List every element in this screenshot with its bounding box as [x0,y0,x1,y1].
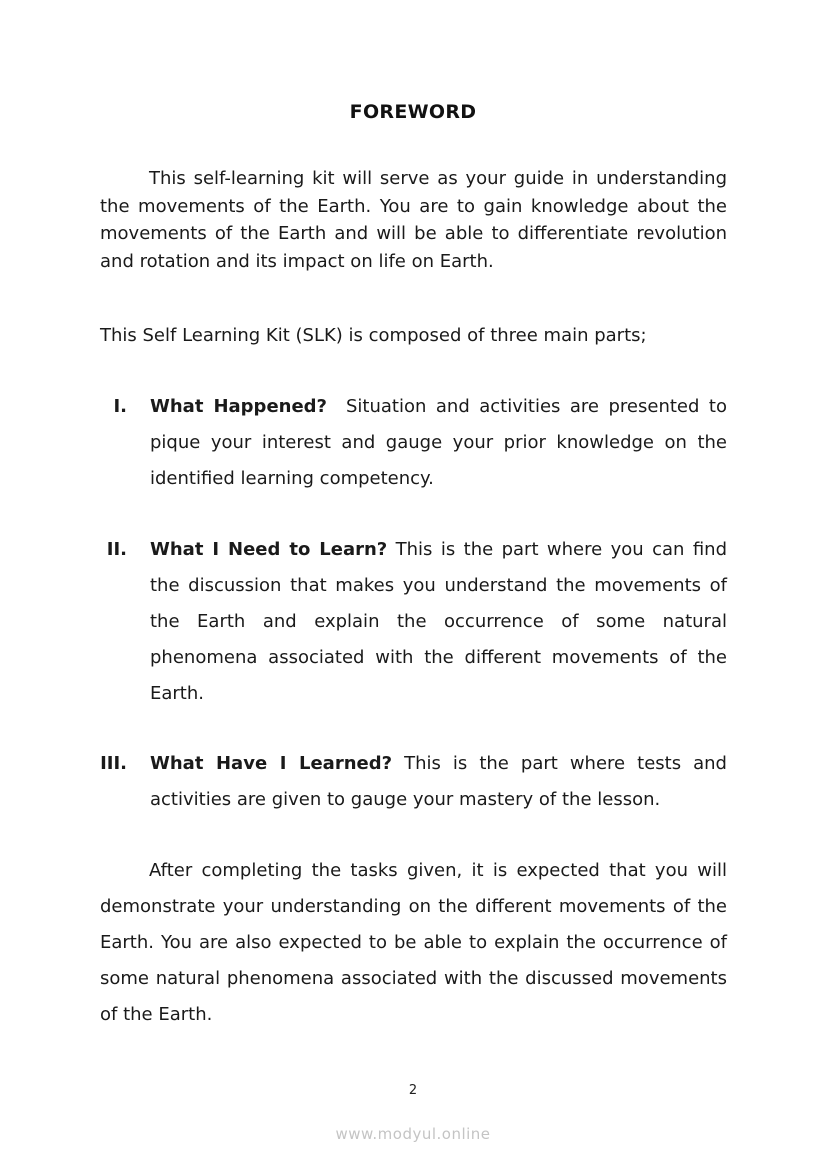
page-number: 2 [408,1083,418,1098]
part-item-3 [100,746,727,818]
intro-paragraph: This self-learning kit will serve as your guide in understanding the movements of the Earth. You are to gain knowledge about the movements of the Earth and will be able to differentiate revolution and rotation and its impact on life on Earth. [100,168,727,272]
part-numeral: III. [100,753,127,774]
part-heading: What Happened? [150,396,327,417]
part-text: Situation and activities are presented to pique your interest and gauge your prior knowledge on the identified learning competency. [150,396,727,489]
part-body [150,532,727,712]
page-title: FOREWORD [349,101,477,123]
part-text: This is the part where you can find the discussion that makes you understand the movements of the Earth and explain the occurrence of some natural phenomena associated with the different movements of the Earth. [150,539,727,704]
part-item-2 [100,532,727,712]
part-body [150,389,727,497]
part-heading: What Have I Learned? [150,753,393,774]
composition-paragraph: This Self Learning Kit (SLK) is composed of three main parts; [100,325,647,346]
part-text: This is the part where tests and activities are given to gauge your mastery of the lesson. [150,753,727,810]
part-body [150,746,727,818]
part-numeral: I. [113,396,127,417]
part-item-1 [100,389,727,497]
watermark: www.modyul.online [335,1125,491,1143]
closing-paragraph: After completing the tasks given, it is expected that you will demonstrate your understanding on the different movements of the Earth. You are also expected to be able to explain the occurrence of some natural phenomena associated with the discussed movements of the Earth. [100,860,727,1025]
part-numeral: II. [106,539,127,560]
part-heading: What I Need to Learn? [150,539,388,560]
